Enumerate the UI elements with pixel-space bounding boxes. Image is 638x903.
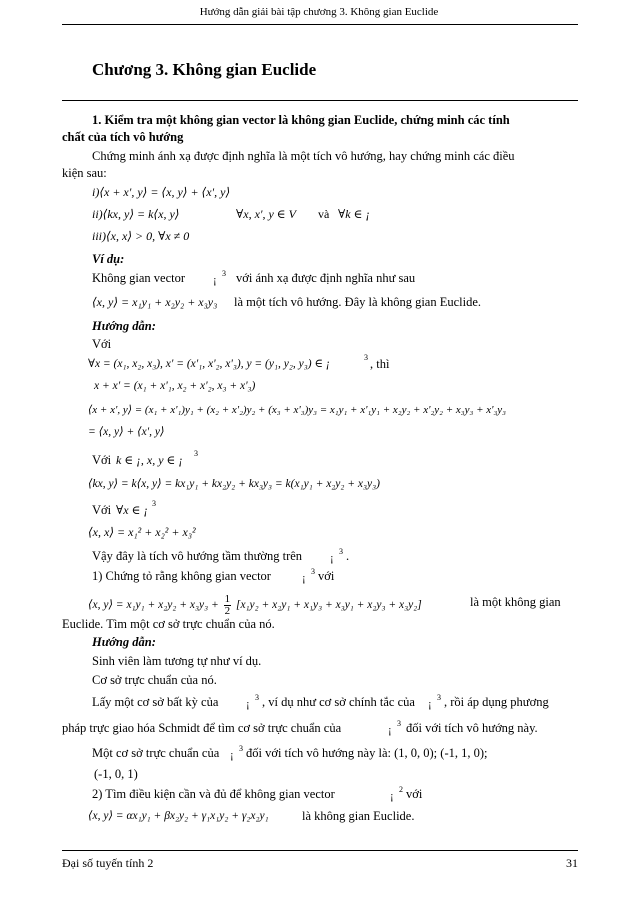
example-label: Ví dụ: xyxy=(92,252,125,266)
condition-i: i)⟨x + x', y⟩ = ⟨x, y⟩ + ⟨x', y⟩ xyxy=(92,185,231,199)
example-line1-b: với ánh xạ được định nghĩa như sau xyxy=(236,271,416,285)
exercise1-guide5-b: đối với tích vô hướng này là: (1, 0, 0); (-1, 1, 0); xyxy=(246,746,488,760)
exercise1-formula-a: ⟨x, y⟩ = x₁y₁ + x₂y₂ + x₃y₃ + xyxy=(88,599,219,612)
example-with-x-a: Với xyxy=(92,503,112,517)
example-conclusion-a: Vậy đây là tích vô hướng tầm thường trên xyxy=(92,549,303,563)
example-line1-symbol: ¡ xyxy=(213,274,217,286)
exercise2-formula-tail: là không gian Euclide. xyxy=(302,809,415,823)
exercise1-line1-a: 1) Chứng tỏ rằng không gian vector xyxy=(92,569,271,583)
exercise2-line1-b: với xyxy=(406,787,423,801)
exercise1-guide2: Cơ sở trực chuẩn của nó. xyxy=(92,673,217,687)
exercise2-line1-symbol: ¡ xyxy=(390,790,394,802)
example-line1-sup: 3 xyxy=(222,269,226,278)
exercise2-line1-sup: 2 xyxy=(399,785,403,794)
exercise1-guide5-symbol: ¡ xyxy=(230,749,234,761)
example-with-k-b: k ∈ ¡, x, y ∈ ¡ xyxy=(116,453,184,467)
page-header: Hướng dẫn giải bài tập chương 3. Không gian Euclide xyxy=(199,6,439,18)
example-conclusion-sup: 3 xyxy=(339,547,343,556)
example-formula: ⟨x, y⟩ = x₁y₁ + x₂y₂ + x₃y₃ xyxy=(92,295,218,309)
exercise1-guide5-a: Một cơ sở trực chuẩn của xyxy=(92,746,220,760)
exercise1-fraction-denominator: 2 xyxy=(224,605,231,617)
exercise1-guide4-sup: 3 xyxy=(397,719,401,728)
example-expand-result: = ⟨x, y⟩ + ⟨x', y⟩ xyxy=(88,426,165,438)
section1-intro-line1: Chứng minh ánh xạ được định nghĩa là một tích vô hướng, hay chứng minh các điều xyxy=(92,149,515,163)
exercise1-guide4-b: đối với tích vô hướng này. xyxy=(406,721,538,735)
condition-ii-quantifier-k: ∀k ∈ ¡ xyxy=(338,207,371,221)
footer-course-name: Đại số tuyến tính 2 xyxy=(62,856,154,870)
example-conclusion-end: . xyxy=(346,549,350,563)
exercise1-guide4-symbol: ¡ xyxy=(388,724,392,736)
example-with-k-a: Với xyxy=(92,453,112,467)
exercise1-guide3-symbol2: ¡ xyxy=(428,698,432,710)
exercise1-formula-tail: là một không gian xyxy=(470,595,561,609)
section1-heading-line2: chất của tích vô hướng xyxy=(62,130,184,144)
example-guide-label: Hướng dẫn: xyxy=(92,319,156,333)
condition-ii: ii)⟨kx, y⟩ = k⟨x, y⟩ xyxy=(92,207,180,221)
section1-heading-line1: 1. Kiểm tra một không gian vector là không gian Euclide, chứng minh các tính xyxy=(92,113,510,127)
example-conclusion-symbol: ¡ xyxy=(330,552,334,564)
example-sum-line: x + x' = (x₁ + x'₁, x₂ + x'₂, x₃ + x'₃) xyxy=(94,380,256,392)
exercise1-guide3-c: , rồi áp dụng phương xyxy=(444,695,549,709)
example-with-x-b: ∀x ∈ ¡ xyxy=(116,503,149,517)
example-with-x-sup: 3 xyxy=(152,499,156,508)
example-forall-line: ∀x = (x₁, x₂, x₃), x' = (x'₁, x'₂, x'₃), y = (y₁, y₂, y₃) ∈ ¡ xyxy=(88,358,331,370)
example-with-k-sup: 3 xyxy=(194,449,198,458)
condition-iii: iii)⟨x, x⟩ > 0, ∀x ≠ 0 xyxy=(92,229,190,243)
exercise1-formula xyxy=(88,594,422,617)
exercise1-fraction-numerator: 1 xyxy=(224,593,231,605)
example-forall-tail: , thì xyxy=(370,357,390,371)
exercise2-formula: ⟨x, y⟩ = αx₁y₁ + βx₂y₂ + γ₁x₁y₂ + γ₂x₂y₁ xyxy=(88,810,269,822)
example-line2-text: là một tích vô hướng. Đây là không gian Euclide. xyxy=(234,295,482,309)
exercise1-formula-b: [x₁y₂ + x₂y₁ + x₁y₃ + x₃y₁ + x₂y₃ + x₃y₂] xyxy=(235,599,422,612)
exercise1-guide3-sup: 3 xyxy=(255,693,259,702)
example-with-label: Với xyxy=(92,337,112,351)
page-number: 31 xyxy=(566,856,578,870)
example-k-line: ⟨kx, y⟩ = k⟨x, y⟩ = kx₁y₁ + kx₂y₂ + kx₃y₃ = k(x₁y₁ + x₂y₂ + x₃y₃) xyxy=(88,478,380,490)
exercise2-line1-a: 2) Tìm điều kiện cần và đủ để không gian vector xyxy=(92,787,335,801)
header-rule xyxy=(62,24,578,25)
condition-ii-quantifier: ∀x, x', y ∈ V xyxy=(236,207,296,221)
condition-ii-and: và xyxy=(318,207,330,221)
exercise1-guide-label: Hướng dẫn: xyxy=(92,635,156,649)
section1-intro-line2: kiện sau: xyxy=(62,166,107,180)
exercise1-guide3-a: Lấy một cơ sở bất kỳ của xyxy=(92,695,219,709)
exercise1-fraction xyxy=(224,594,232,617)
exercise1-guide3-sup2: 3 xyxy=(437,693,441,702)
footer-rule xyxy=(62,850,578,851)
chapter-title: Chương 3. Không gian Euclide xyxy=(92,60,317,79)
example-forall-sup: 3 xyxy=(364,353,368,362)
example-line1-a: Không gian vector xyxy=(92,271,186,285)
exercise1-guide6: (-1, 0, 1) xyxy=(94,767,138,781)
exercise1-guide5-sup: 3 xyxy=(239,744,243,753)
exercise1-guide1: Sinh viên làm tương tự như ví dụ. xyxy=(92,654,262,668)
exercise1-line1-sup: 3 xyxy=(311,567,315,576)
exercise1-line1-symbol: ¡ xyxy=(302,572,306,584)
exercise1-guide4-a: pháp trực giao hóa Schmidt để tìm cơ sở trực chuẩn của xyxy=(62,721,342,735)
example-xx-line: ⟨x, x⟩ = x₁² + x₂² + x₃² xyxy=(88,525,196,539)
example-expand-line: ⟨x + x', y⟩ = (x₁ + x'₁)y₁ + (x₂ + x'₂)y₂ + (x₃ + x'₃)y₃ = x₁y₁ + x'₁y₁ + x₂y₂ + x'₂y₂ + x₃y₃ + x'₃y₃ xyxy=(88,404,507,416)
exercise1-line3: Euclide. Tìm một cơ sở trực chuẩn của nó. xyxy=(62,617,275,631)
exercise1-guide3-symbol: ¡ xyxy=(246,698,250,710)
exercise1-line1-b: với xyxy=(318,569,335,583)
chapter-rule xyxy=(62,100,578,101)
exercise1-guide3-b: , ví dụ như cơ sở chính tắc của xyxy=(262,695,415,709)
